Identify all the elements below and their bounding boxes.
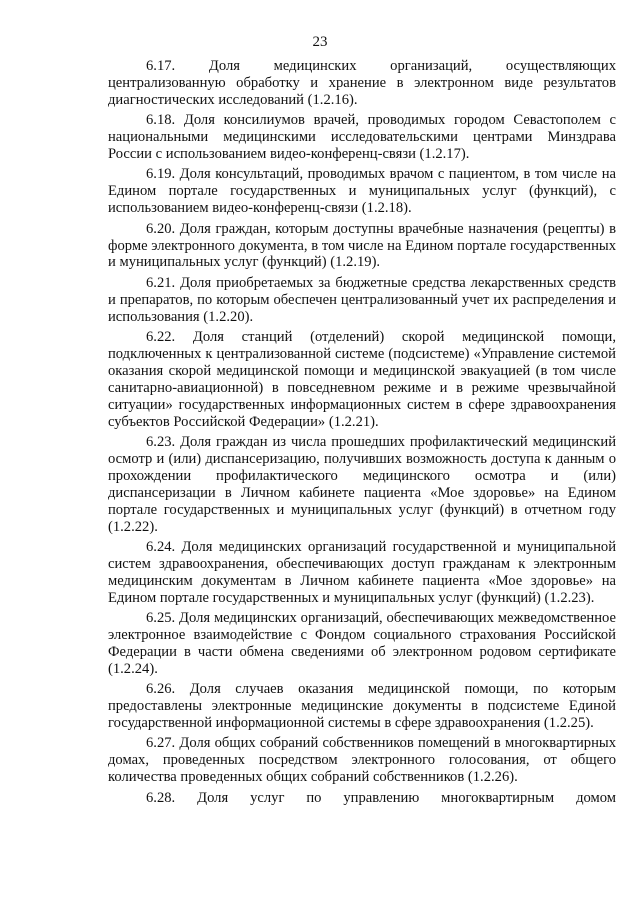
paragraph-6-27: 6.27. Доля общих собраний собственников помещений в многоквартирных домах, проведенных посредством электронного голосования, от общего количества проведенных общих собраний собственников (1.2.26). (108, 735, 616, 786)
paragraph-6-25: 6.25. Доля медицинских организаций, обеспечивающих межведомственное электронное взаимодействие с Фондом социального страхования Российской Федерации в части обмена сведениями об электронном родовом сертификате (1.2.24). (108, 610, 616, 677)
paragraph-6-23: 6.23. Доля граждан из числа прошедших профилактический медицинский осмотр и (или) диспансеризацию, получивших возможность доступа к данным о прохождении профилактического медицинского осмотра и (или) диспансеризации в Личном кабинете пациента «Мое здоровье» на Едином портале государственных и муниципальных услуг (функций) в отчетном году (1.2.22). (108, 434, 616, 535)
paragraph-6-24: 6.24. Доля медицинских организаций государственной и муниципальной систем здравоохранения, обеспечивающих доступ гражданам к электронным медицинским документам в Личном кабинете пациента «Мое здоровье» на Едином портале государственных и муниципальных услуг (функций) (1.2.23). (108, 538, 616, 606)
paragraph-6-26: 6.26. Доля случаев оказания медицинской помощи, по которым предоставлены электронные медицинские документы в подсистеме Единой государственной информационной системы в сфере здравоохранения (1.2.25). (108, 681, 616, 732)
paragraph-6-19: 6.19. Доля консультаций, проводимых врачом с пациентом, в том числе на Едином портале государственных и муниципальных услуг (функций), с использованием видео-конференц-связи (1.2.18). (108, 166, 616, 217)
paragraph-6-28: 6.28. Доля услуг по управлению многоквартирным домом (146, 789, 616, 806)
paragraph-6-22: 6.22. Доля станций (отделений) скорой медицинской помощи, подключенных к централизованной системе (подсистеме) «Управление системой оказания скорой медицинской помощи и медицинской эвакуацией (в том числе санитарно-авиационной) в повседневном режиме и в режиме чрезвычайной ситуации» государственных информационных систем в сфере здравоохранения субъектов Российской Федерации» (1.2.21). (108, 329, 616, 430)
paragraph-6-17: 6.17. Доля медицинских организаций, осуществляющих централизованную обработку и хранение в электронном виде результатов диагностических исследований (1.2.16). (108, 58, 616, 108)
paragraph-6-21: 6.21. Доля приобретаемых за бюджетные средства лекарственных средств и препаратов, по которым обеспечен централизованный учет их распределения и использования (1.2.20). (108, 274, 616, 325)
paragraph-6-20: 6.20. Доля граждан, которым доступны врачебные назначения (рецепты) в форме электронного документа, в том числе на Едином портале государственных и муниципальных услуг (функций) (1.2.19). (108, 220, 616, 271)
document-body (108, 58, 616, 807)
page-number: 23 (312, 34, 328, 50)
paragraph-6-18: 6.18. Доля консилиумов врачей, проводимых городом Севастополем с национальными медицинскими исследовательскими центрами Минздрава России с использованием видео-конференц-связи (1.2.17). (108, 112, 616, 163)
